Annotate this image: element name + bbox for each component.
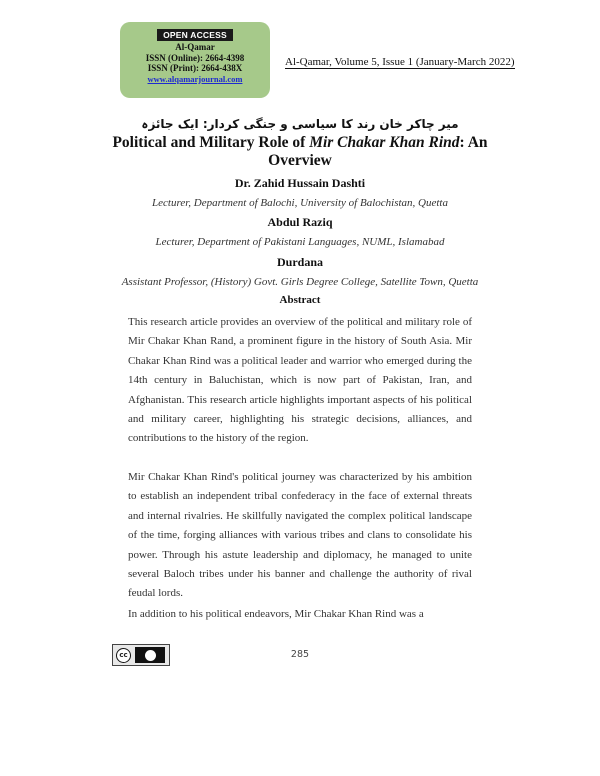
- abstract-paragraph: In addition to his political endeavors, Mir Chakar Khan Rind was a: [128, 608, 424, 620]
- journal-website-link[interactable]: www.alqamarjournal.com: [147, 73, 243, 84]
- cc-icon: cc: [116, 648, 131, 663]
- author-affiliation: Assistant Professor, (History) Govt. Girls Degree College, Satellite Town, Quetta: [121, 276, 479, 288]
- open-access-badge: [120, 22, 270, 98]
- author-affiliation: Lecturer, Department of Balochi, University of Balochistan, Quetta: [152, 197, 448, 209]
- title-suffix: : An Overview: [268, 134, 488, 169]
- article-title: [110, 134, 490, 170]
- abstract-heading: Abstract: [279, 294, 321, 306]
- journal-name: Al-Qamar: [175, 42, 215, 52]
- urdu-title: میر چاکر خان رند کا سیاسی و جنگی کردار: ایک جائزہ: [141, 117, 459, 131]
- title-prefix: Political and Military Role of: [112, 134, 310, 151]
- author-name: Durdana: [276, 255, 323, 269]
- journal-reference: Al-Qamar, Volume 5, Issue 1 (January-March 2022): [285, 56, 515, 68]
- issn-online: ISSN (Online): 2664-4398: [145, 52, 245, 63]
- author-name: Abdul Raziq: [267, 215, 333, 229]
- page-number: 285: [290, 649, 310, 660]
- abstract-paragraph: This research article provides an overview of the political and military role of Mir Chakar Khan Rand, a prominent figure in the history of South Asia. Mir Chakar Khan Rind was a political leader and warrior who emerged during the 14th century in Baluchistan, which is now part of Pakistan, Iran, and Afghanistan. This research article highlights important aspects of his political and military career, highlighting his strategic decisions, alliances, and contributions to the history of the region.: [128, 316, 472, 445]
- open-access-label: OPEN ACCESS: [157, 29, 233, 41]
- issn-print: ISSN (Print): 2664-438X: [147, 63, 243, 73]
- title-italic-name: Mir Chakar Khan Rind: [309, 134, 460, 151]
- author-name: Dr. Zahid Hussain Dashti: [234, 176, 366, 190]
- author-affiliation: Lecturer, Department of Pakistani Languages, NUML, Islamabad: [155, 236, 445, 248]
- abstract-paragraph: Mir Chakar Khan Rind's political journey was characterized by his ambition to establish an independent tribal confederacy in the face of external threats and internal rivalries. He skillfully navigated the complex political landscape of the time, forging alliances with various tribes and clans to consolidate his power. Through his astute leadership and diplomacy, he managed to unite several Baloch tribes under his banner and challenge the authority of rival feudal lords.: [128, 471, 472, 600]
